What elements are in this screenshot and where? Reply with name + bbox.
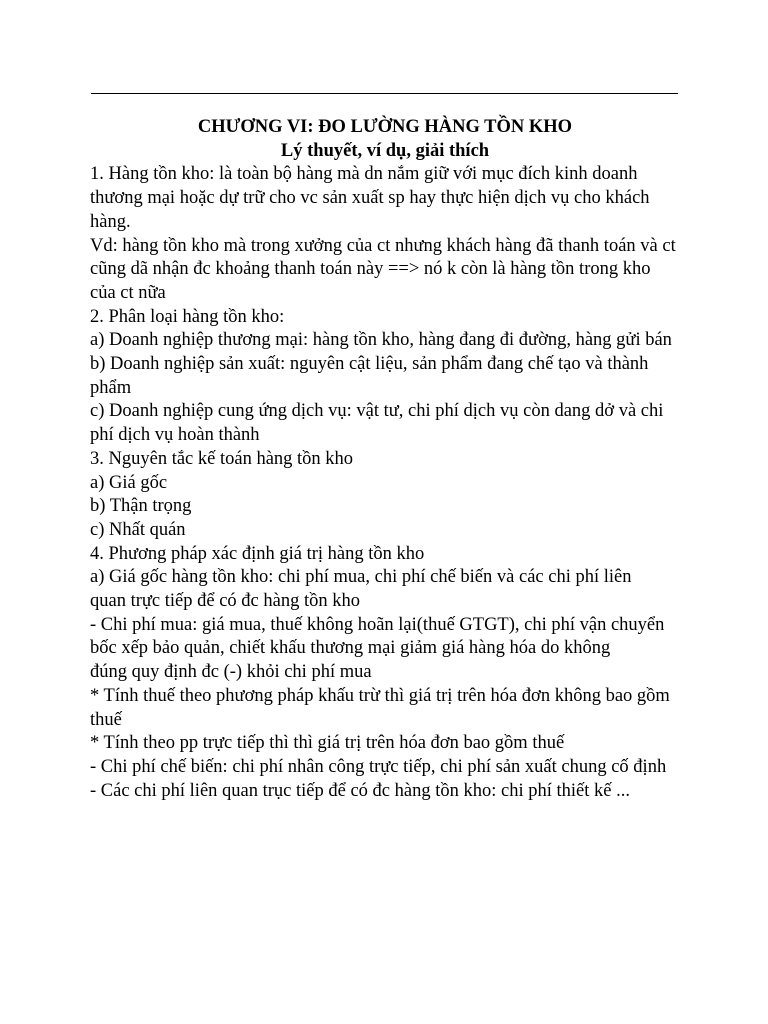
paragraph: b) Doanh nghiệp sản xuất: nguyên cật liệu, sản phẩm đang chế tạo và thành phẩm — [90, 354, 649, 398]
paragraph: - Chi phí mua: giá mua, thuế không hoãn lại(thuế GTGT), chi phí vận chuyển bốc xếp bảo quản, chiết khấu thương mại giảm giá hàng hóa do không — [90, 614, 665, 659]
paragraph: - Chi phí chế biến: chi phí nhân công trực tiếp, chi phí sản xuất chung cố định — [90, 756, 667, 777]
paragraph: * Tính thuế theo phương pháp khấu trừ thì giá trị trên hóa đơn không bao gồm thuế — [90, 685, 670, 730]
chapter-title: CHƯƠNG VI: ĐO LƯỜNG HÀNG TỒN KHO — [197, 117, 573, 137]
paragraph: 1. Hàng tồn kho: là toàn bộ hàng mà dn nắm giữ với mục đích kinh doanh thương mại hoặc dự trữ cho vc sản xuất sp hay thực hiện dịch vụ cho khách hàng. — [90, 164, 650, 232]
paragraph: c) Nhất quán — [90, 519, 186, 540]
chapter-subtitle: Lý thuyết, ví dụ, giải thích — [280, 140, 490, 161]
paragraph: đúng quy định đc (-) khỏi chi phí mua — [90, 662, 372, 683]
paragraph: quan trực tiếp để có đc hàng tồn kho — [90, 591, 360, 612]
document-body — [90, 116, 680, 803]
paragraph: a) Giá gốc hàng tồn kho: chi phí mua, chi phí chế biến và các chi phí liên — [90, 567, 632, 588]
paragraph: * Tính theo pp trực tiếp thì thì giá trị trên hóa đơn bao gồm thuế — [90, 733, 565, 754]
paragraph: b) Thận trọng — [90, 496, 192, 517]
paragraph: 3. Nguyên tắc kế toán hàng tồn kho — [90, 448, 354, 469]
paragraph: a) Giá gốc — [90, 472, 168, 493]
top-horizontal-rule — [91, 93, 678, 94]
paragraph-list — [90, 163, 680, 803]
paragraph: a) Doanh nghiệp thương mại: hàng tồn kho, hàng đang đi đường, hàng gửi bán — [90, 330, 672, 351]
paragraph: - Các chi phí liên quan trục tiếp để có đc hàng tồn kho: chi phí thiết kế ... — [90, 780, 630, 801]
paragraph: 4. Phương pháp xác định giá trị hàng tồn kho — [90, 543, 425, 564]
paragraph: Vd: hàng tồn kho mà trong xưởng của ct nhưng khách hàng đã thanh toán và ct cũng dã nhận đc khoảng thanh toán này ==> nó k còn là hàng tồn trong kho của ct nữa — [90, 235, 676, 303]
paragraph: 2. Phân loại hàng tồn kho: — [90, 306, 285, 327]
paragraph: c) Doanh nghiệp cung ứng dịch vụ: vật tư, chi phí dịch vụ còn dang dở và chi phí dịch vụ hoàn thành — [90, 401, 664, 446]
